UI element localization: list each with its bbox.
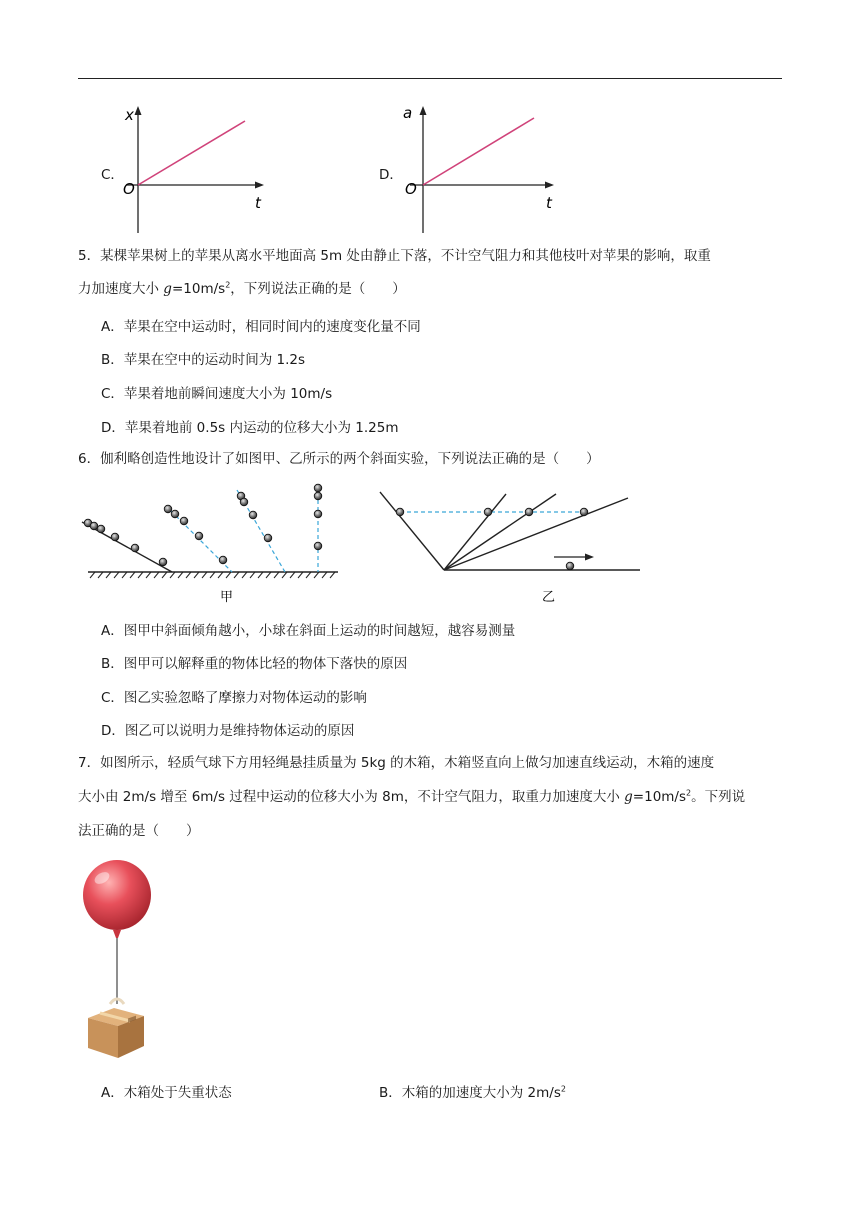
q6-option-d: D．图乙可以说明力是维持物体运动的原因 [101, 723, 355, 739]
q6-option-b: B．图甲可以解释重的物体比轻的物体下落快的原因 [101, 656, 408, 672]
q5-stem-line1: 5．某棵苹果树上的苹果从离水平地面高 5m 处由静止下落，不计空气阻力和其他枝叶对苹果的影响，取重 [78, 248, 711, 264]
q5-option-b: B．苹果在空中的运动时间为 1.2s [101, 352, 306, 368]
graph-d-origin: O [405, 180, 417, 198]
figure-jia-inclines [80, 480, 342, 606]
figure-yi-label: 乙 [542, 590, 556, 605]
graph-d-a-t [400, 98, 570, 238]
figure-jia-label: 甲 [220, 590, 234, 605]
wooden-box-icon [88, 999, 144, 1058]
graph-d-x-label: t [546, 194, 552, 212]
graph-c-x-label: t [255, 194, 261, 212]
q7-option-a: A．木箱处于失重状态 [101, 1085, 232, 1101]
option-d-label: D． [379, 167, 403, 183]
graph-c-x-t [118, 98, 278, 238]
q7-stem-line3: 法正确的是（ ） [78, 823, 200, 839]
q7-stem-line2: 大小由 2m/s 增至 6m/s 过程中运动的位移大小为 8m，不计空气阻力，取重力加速度大小 $g=10m/s^2$。下列说 [78, 788, 746, 805]
q6-option-a: A．图甲中斜面倾角越小，小球在斜面上运动的时间越短，越容易测量 [101, 623, 516, 639]
graph-c-y-label: x [125, 106, 134, 124]
balloon-icon [83, 860, 151, 1004]
q6-option-c: C．图乙实验忽略了摩擦力对物体运动的影响 [101, 690, 367, 706]
q6-stem: 6．伽利略创造性地设计了如图甲、乙所示的两个斜面实验，下列说法正确的是（ ） [78, 451, 600, 467]
q5-option-a: A．苹果在空中运动时，相同时间内的速度变化量不同 [101, 319, 421, 335]
graph-d-y-label: a [403, 104, 413, 122]
graph-c-origin: O [123, 180, 135, 198]
figure-yi-inclines [376, 480, 648, 606]
q7-stem-line1: 7．如图所示，轻质气球下方用轻绳悬挂质量为 5kg 的木箱，木箱竖直向上做匀加速直线运动，木箱的速度 [78, 755, 715, 771]
option-c-label: C． [101, 167, 124, 183]
balloon-box-illustration [80, 858, 156, 1062]
q5-option-d: D．苹果着地前 0.5s 内运动的位移大小为 1.25m [101, 420, 399, 436]
q5-stem-line2: 力加速度大小 $g=10m/s^2$，下列说法正确的是（ ） [78, 280, 406, 297]
q7-option-b: B．木箱的加速度大小为 $2m/s^2$ [379, 1084, 566, 1101]
q5-option-c: C．苹果着地前瞬间速度大小为 10m/s [101, 386, 333, 402]
header-rule [78, 78, 782, 79]
